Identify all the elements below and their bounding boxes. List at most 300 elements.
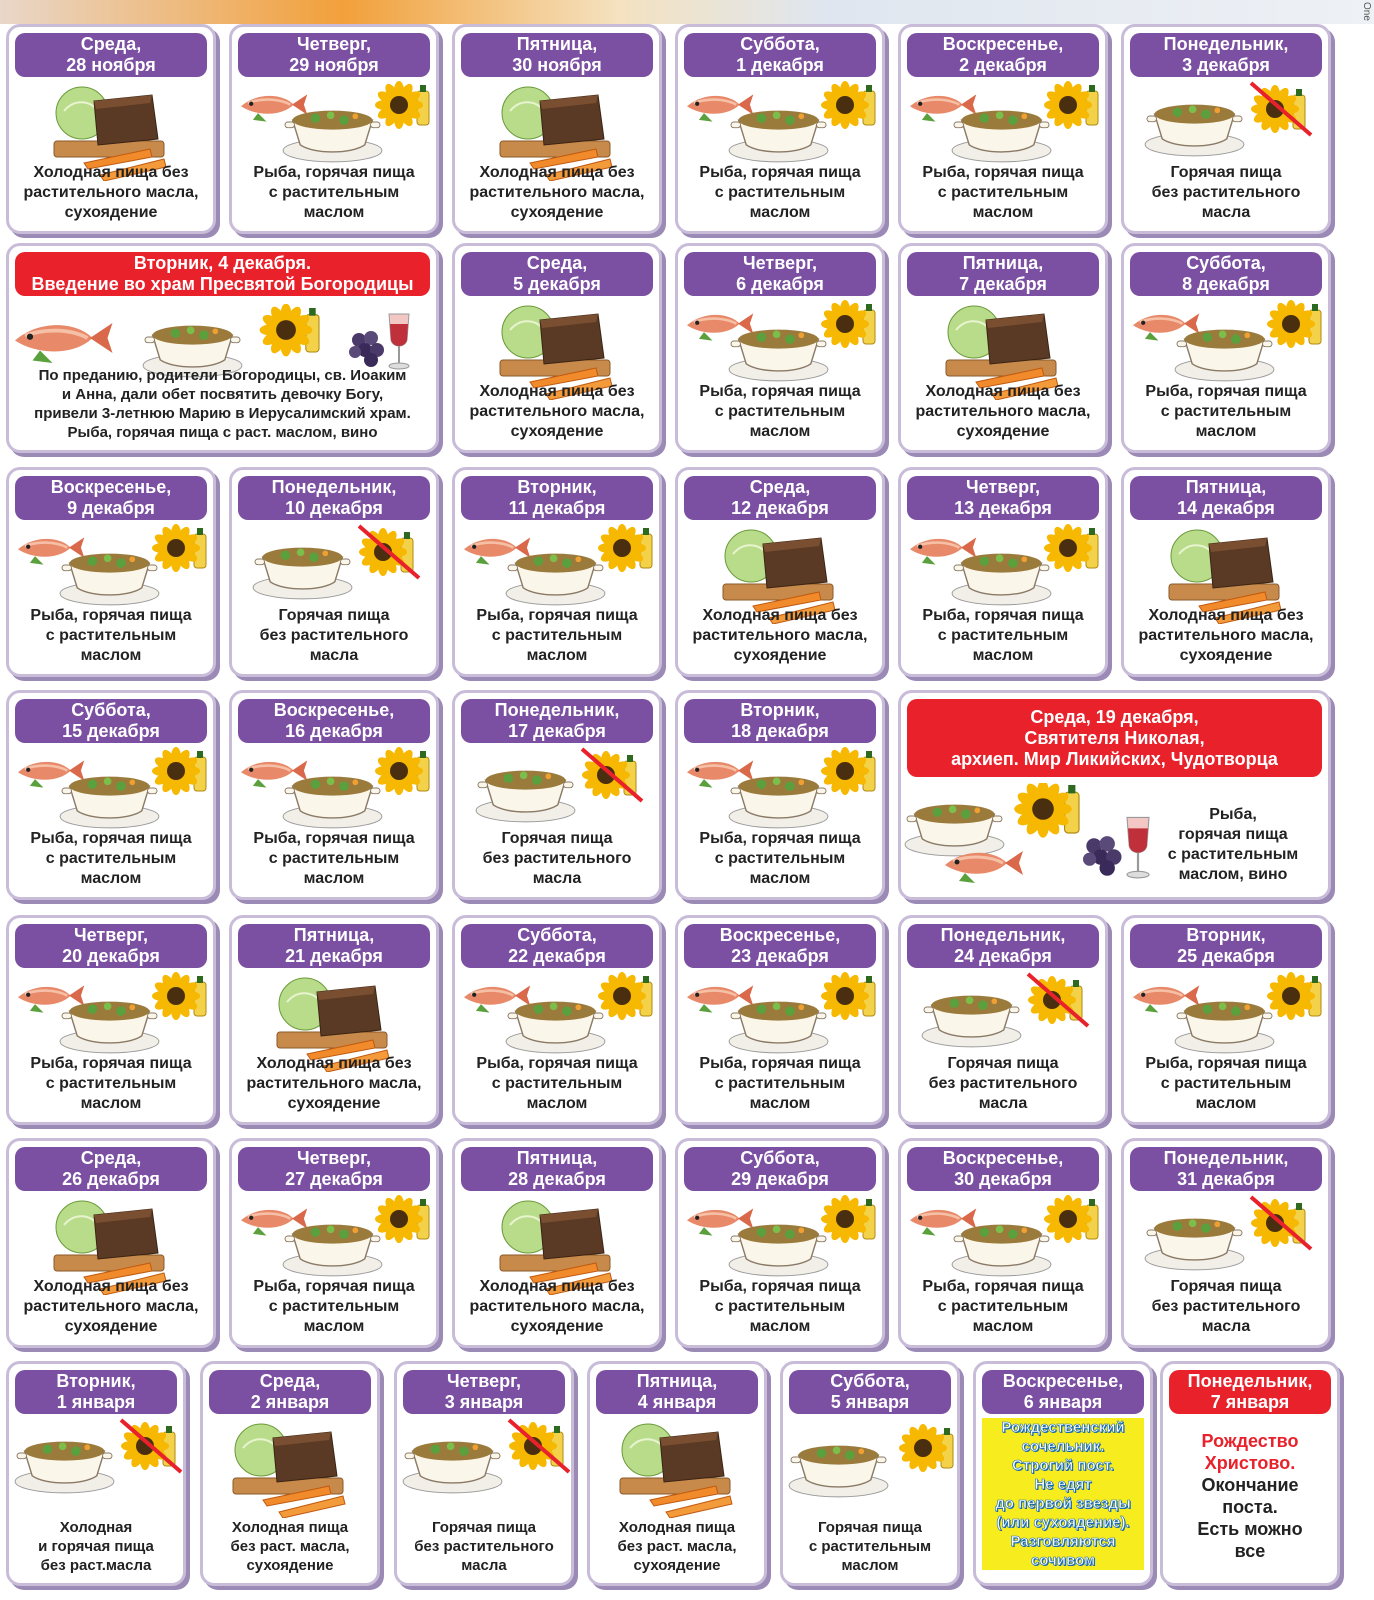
day-of-week: Вторник, bbox=[1186, 925, 1266, 945]
day-of-week: Суббота, bbox=[71, 700, 151, 720]
day-card bbox=[6, 690, 216, 900]
side-label: One bbox=[1361, 2, 1372, 21]
description-line: маслом bbox=[972, 204, 1034, 221]
day-header bbox=[15, 476, 207, 520]
no-oil-icon bbox=[1251, 83, 1311, 135]
soup-bowl-icon bbox=[729, 1225, 828, 1276]
description-line: Рыба, горячая пища bbox=[922, 164, 1084, 181]
meal-description bbox=[682, 606, 878, 666]
soup-bowl-icon bbox=[253, 548, 352, 599]
meal-description bbox=[459, 606, 655, 666]
day-of-week: Вторник, bbox=[740, 700, 820, 720]
description-line: Рыба, горячая пища bbox=[30, 607, 192, 624]
description-line: Холодная пища без bbox=[702, 607, 858, 624]
meal-description bbox=[236, 606, 432, 666]
day-of-week: Понедельник, bbox=[1163, 34, 1289, 54]
day-of-week: Пятница, bbox=[293, 925, 375, 945]
description-line: без растительного bbox=[1151, 184, 1301, 201]
soup-bowl-icon bbox=[729, 330, 828, 381]
day-card bbox=[1121, 915, 1331, 1125]
description-line: Горячая пища bbox=[1170, 164, 1282, 181]
sunflower-oil-icon bbox=[598, 524, 652, 572]
description-line: с растительным bbox=[714, 1075, 846, 1092]
day-of-week: Воскресенье, bbox=[942, 34, 1064, 54]
day-card bbox=[394, 1361, 574, 1586]
sunflower-oil-icon bbox=[375, 1195, 429, 1243]
description-line: Горячая пища bbox=[817, 1519, 923, 1536]
description-line: Рыба, горячая пища bbox=[253, 830, 415, 847]
sunflower-oil-icon bbox=[1267, 300, 1321, 348]
day-card bbox=[1121, 467, 1331, 677]
day-date: 30 ноября bbox=[512, 55, 602, 75]
day-card bbox=[6, 1361, 186, 1586]
day-card bbox=[675, 915, 885, 1125]
day-card bbox=[675, 690, 885, 900]
meal-illustration bbox=[783, 1418, 957, 1516]
description-line: маслом bbox=[80, 1095, 142, 1112]
description-line: Холодная пища без bbox=[479, 164, 635, 181]
meal-description bbox=[1128, 606, 1324, 666]
sunflower-oil-icon bbox=[375, 81, 429, 129]
day-header bbox=[209, 1370, 371, 1414]
day-date: 3 января bbox=[444, 1392, 524, 1412]
description-line: Рыба, горячая пища с раст. маслом, вино bbox=[67, 424, 378, 441]
description-line: с растительным bbox=[491, 627, 623, 644]
description-line: маслом bbox=[749, 204, 811, 221]
day-date: 13 декабря bbox=[954, 498, 1052, 518]
note-line: сочельник. bbox=[982, 1437, 1144, 1456]
day-date: 1 декабря bbox=[736, 55, 824, 75]
day-date: 8 декабря bbox=[1182, 274, 1270, 294]
note-line: сочивом bbox=[982, 1551, 1144, 1570]
day-header bbox=[907, 924, 1099, 968]
day-of-week: Пятница, bbox=[516, 1148, 598, 1168]
description-line: без растительного bbox=[414, 1538, 554, 1555]
meal-description bbox=[459, 1277, 655, 1337]
food-icons bbox=[901, 783, 1161, 893]
day-card bbox=[229, 915, 439, 1125]
soup-bowl-icon bbox=[476, 771, 575, 822]
description-line: Холодная пища без bbox=[256, 1055, 412, 1072]
meal-description bbox=[682, 1277, 878, 1337]
day-header bbox=[982, 1370, 1144, 1414]
day-card bbox=[6, 467, 216, 677]
christmas-eve-note bbox=[982, 1418, 1144, 1577]
description-line: сухоядение bbox=[956, 423, 1050, 440]
day-date: 1 января bbox=[56, 1392, 136, 1412]
meal-description bbox=[207, 1518, 373, 1575]
meal-description bbox=[13, 163, 209, 223]
day-card bbox=[452, 690, 662, 900]
meal-description bbox=[905, 606, 1101, 666]
description-line: масла bbox=[1201, 204, 1251, 221]
description-line: Рыба, горячая пища bbox=[699, 383, 861, 400]
day-date: 5 января bbox=[830, 1392, 910, 1412]
description-line: Рыба, горячая пища bbox=[476, 607, 638, 624]
meal-description bbox=[459, 163, 655, 223]
description-line: Рыба, горячая пища bbox=[30, 830, 192, 847]
day-date: 2 декабря bbox=[959, 55, 1047, 75]
description-line: без растительного bbox=[928, 1075, 1078, 1092]
day-date: Святителя Николая, bbox=[1024, 727, 1205, 748]
description-line: с растительным bbox=[808, 1538, 932, 1555]
meal-illustration bbox=[203, 1418, 377, 1516]
description-line: По преданию, родители Богородицы, св. Иоаким bbox=[38, 367, 407, 384]
description-line: сухоядение bbox=[633, 1557, 721, 1574]
day-header bbox=[461, 252, 653, 296]
description-line: сухоядение bbox=[510, 1318, 604, 1335]
sunflower-oil-icon bbox=[1044, 524, 1098, 572]
day-date: 11 декабря bbox=[508, 498, 606, 518]
day-header bbox=[461, 924, 653, 968]
day-card bbox=[6, 915, 216, 1125]
day-header bbox=[15, 924, 207, 968]
meal-description bbox=[1128, 1054, 1324, 1114]
meal-description bbox=[682, 163, 878, 223]
day-of-week: Четверг, bbox=[297, 34, 371, 54]
day-date: 29 декабря bbox=[731, 1169, 829, 1189]
day-card bbox=[675, 243, 885, 453]
description-line: сухоядение bbox=[510, 423, 604, 440]
description-line: Рыба, bbox=[1209, 806, 1257, 823]
day-card bbox=[898, 690, 1331, 900]
description-line: Горячая пища bbox=[431, 1519, 537, 1536]
day-date: 12 декабря bbox=[731, 498, 829, 518]
day-card bbox=[1121, 243, 1331, 453]
description-line: без раст.масла bbox=[40, 1557, 152, 1574]
note-line: поста. bbox=[1222, 1497, 1278, 1517]
description-line: масла bbox=[532, 870, 582, 887]
description-line: маслом bbox=[972, 1318, 1034, 1335]
soup-bowl-icon bbox=[283, 111, 382, 162]
day-date: 5 декабря bbox=[513, 274, 601, 294]
day-header bbox=[907, 699, 1322, 777]
description-line: Рыба, горячая пища bbox=[699, 164, 861, 181]
meal-description bbox=[905, 163, 1101, 223]
description-line: Рыба, горячая пища bbox=[253, 1278, 415, 1295]
soup-bowl-icon bbox=[1145, 1219, 1244, 1270]
day-of-week: Среда, bbox=[80, 1148, 142, 1168]
note-line: Не едят bbox=[982, 1475, 1144, 1494]
food-icons bbox=[590, 1418, 767, 1518]
day-date: 28 ноября bbox=[66, 55, 156, 75]
soup-bowl-icon bbox=[1145, 105, 1244, 156]
day-of-week: Пятница, bbox=[636, 1371, 718, 1391]
description-line: маслом bbox=[1195, 423, 1257, 440]
meal-description bbox=[459, 829, 655, 889]
day-card bbox=[675, 1138, 885, 1348]
description-line: маслом bbox=[749, 423, 811, 440]
day-header bbox=[461, 476, 653, 520]
day-date: 3 декабря bbox=[1182, 55, 1270, 75]
soup-bowl-icon bbox=[506, 554, 605, 605]
description-line: растительного масла, bbox=[23, 1298, 199, 1315]
day-card bbox=[675, 467, 885, 677]
description-line: Рыба, горячая пища bbox=[476, 1055, 638, 1072]
day-card bbox=[973, 1361, 1153, 1586]
day-card bbox=[898, 915, 1108, 1125]
day-date: 21 декабря bbox=[285, 946, 383, 966]
food-icons bbox=[783, 1418, 960, 1518]
description-line: с растительным bbox=[714, 1298, 846, 1315]
description-line: маслом bbox=[1195, 1095, 1257, 1112]
meal-description bbox=[13, 366, 432, 442]
description-line: маслом bbox=[303, 1318, 365, 1335]
day-header bbox=[684, 476, 876, 520]
day-date: 9 декабря bbox=[67, 498, 155, 518]
description-line: Холодная пища bbox=[231, 1519, 349, 1536]
soup-bowl-icon bbox=[952, 554, 1051, 605]
description-line: Рыба, горячая пища bbox=[253, 164, 415, 181]
description-line: с растительным bbox=[937, 1298, 1069, 1315]
christmas-title-line: Христово. bbox=[1204, 1453, 1296, 1473]
day-card bbox=[898, 24, 1108, 234]
day-card bbox=[200, 1361, 380, 1586]
description-line: с растительным bbox=[714, 850, 846, 867]
description-line: Холодная пища без bbox=[479, 1278, 635, 1295]
meal-description bbox=[905, 1054, 1101, 1114]
meal-description bbox=[13, 1277, 209, 1337]
description-line: Холодная пища bbox=[618, 1519, 736, 1536]
no-oil-icon bbox=[1251, 1197, 1311, 1249]
day-header bbox=[907, 252, 1099, 296]
day-card bbox=[452, 243, 662, 453]
day-of-week: Вторник, bbox=[56, 1371, 136, 1391]
description-line: маслом bbox=[526, 647, 588, 664]
description-line: без раст. масла, bbox=[617, 1538, 737, 1555]
description-line: маслом bbox=[303, 870, 365, 887]
day-of-week: Среда, bbox=[80, 34, 142, 54]
description-line: с растительным bbox=[45, 627, 177, 644]
day-header bbox=[907, 33, 1099, 77]
day-card bbox=[587, 1361, 767, 1586]
description-line: растительного масла, bbox=[469, 403, 645, 420]
day-date: 23 декабря bbox=[731, 946, 829, 966]
description-line: без растительного bbox=[482, 850, 632, 867]
day-of-week: Вторник, bbox=[517, 477, 597, 497]
day-of-week: Воскресенье, bbox=[1002, 1371, 1124, 1391]
meal-description bbox=[13, 1054, 209, 1114]
day-of-week: Среда, bbox=[526, 253, 588, 273]
day-header bbox=[461, 33, 653, 77]
day-card bbox=[452, 467, 662, 677]
day-date: 10 декабря bbox=[285, 498, 383, 518]
sunflower-oil-icon bbox=[152, 972, 206, 1020]
day-header bbox=[15, 252, 430, 296]
description-line: маслом bbox=[303, 204, 365, 221]
day-of-week: Понедельник, bbox=[1187, 1371, 1313, 1391]
meal-description bbox=[236, 1277, 432, 1337]
day-card bbox=[229, 1138, 439, 1348]
description-line: сухоядение bbox=[1179, 647, 1273, 664]
day-date: 27 декабря bbox=[285, 1169, 383, 1189]
day-card bbox=[898, 1138, 1108, 1348]
description-line: без растительного bbox=[259, 627, 409, 644]
soup-bowl-icon bbox=[922, 996, 1021, 1047]
day-header bbox=[907, 1147, 1099, 1191]
day-card bbox=[6, 243, 439, 453]
day-of-week: Воскресенье, bbox=[50, 477, 172, 497]
description-line: Горячая пища bbox=[947, 1055, 1059, 1072]
soup-bowl-icon bbox=[952, 1225, 1051, 1276]
soup-bowl-icon bbox=[403, 1442, 502, 1493]
day-header bbox=[238, 33, 430, 77]
meal-illustration bbox=[397, 1418, 571, 1516]
day-of-week: Пятница, bbox=[1185, 477, 1267, 497]
day-of-week: Суббота, bbox=[740, 1148, 820, 1168]
description-line: с растительным bbox=[45, 850, 177, 867]
day-date: 14 декабря bbox=[1177, 498, 1275, 518]
description-line: Рыба, горячая пища bbox=[922, 1278, 1084, 1295]
description-line: растительного масла, bbox=[692, 627, 868, 644]
meal-description bbox=[1148, 805, 1318, 885]
sunflower-oil-icon bbox=[598, 972, 652, 1020]
day-card bbox=[229, 690, 439, 900]
note-line: Рождественский bbox=[982, 1418, 1144, 1437]
description-line: Холодная bbox=[59, 1519, 133, 1536]
meal-description bbox=[905, 382, 1101, 442]
day-header bbox=[684, 252, 876, 296]
description-line: маслом bbox=[80, 647, 142, 664]
description-line: сухоядение bbox=[246, 1557, 334, 1574]
note-line: до первой звезды bbox=[982, 1494, 1144, 1513]
fish-icon bbox=[15, 323, 113, 363]
soup-bowl-icon bbox=[506, 1002, 605, 1053]
soup-bowl-icon bbox=[952, 111, 1051, 162]
soup-bowl-icon bbox=[283, 1225, 382, 1276]
description-line: Рыба, горячая пища bbox=[922, 607, 1084, 624]
description-line: Холодная пища без bbox=[1148, 607, 1304, 624]
day-of-week: Среда, 19 декабря, bbox=[1030, 706, 1199, 727]
day-card bbox=[229, 24, 439, 234]
day-of-week: Воскресенье, bbox=[273, 700, 395, 720]
sunflower-oil-icon bbox=[260, 304, 319, 356]
description-line: Холодная пища без bbox=[33, 1278, 189, 1295]
note-line: все bbox=[1234, 1541, 1266, 1561]
description-line: и Анна, дали обет посвятить девочку Богу, bbox=[61, 386, 384, 403]
day-header bbox=[907, 476, 1099, 520]
no-oil-icon bbox=[582, 749, 642, 801]
description-line: и горячая пища bbox=[38, 1538, 154, 1555]
description-line: с растительным bbox=[1160, 1075, 1292, 1092]
day-date: 31 декабря bbox=[1177, 1169, 1275, 1189]
day-header bbox=[1130, 476, 1322, 520]
sunflower-oil-icon bbox=[1044, 81, 1098, 129]
description-line: растительного масла, bbox=[915, 403, 1091, 420]
day-of-week: Среда, bbox=[749, 477, 811, 497]
day-date: 2 января bbox=[250, 1392, 330, 1412]
sunflower-oil-icon bbox=[821, 972, 875, 1020]
meal-description bbox=[236, 163, 432, 223]
day-of-week: Четверг, bbox=[743, 253, 817, 273]
description-line: маслом bbox=[841, 1557, 899, 1574]
wine-grapes-icon bbox=[349, 314, 409, 369]
day-header bbox=[238, 476, 430, 520]
day-header bbox=[15, 33, 207, 77]
day-header bbox=[461, 699, 653, 743]
day-of-week: Воскресенье, bbox=[942, 1148, 1064, 1168]
day-of-week: Воскресенье, bbox=[719, 925, 841, 945]
food-icons bbox=[397, 1418, 574, 1518]
description-line: масла bbox=[978, 1095, 1028, 1112]
description-line: сухоядение bbox=[287, 1095, 381, 1112]
description-line: маслом bbox=[526, 1095, 588, 1112]
no-oil-icon bbox=[509, 1420, 569, 1472]
sunflower-oil-icon bbox=[1014, 783, 1079, 838]
day-of-week: Четверг, bbox=[74, 925, 148, 945]
day-of-week: Понедельник, bbox=[271, 477, 397, 497]
description-line: растительного масла, bbox=[1138, 627, 1314, 644]
description-line: без растительного bbox=[1151, 1298, 1301, 1315]
day-card bbox=[1121, 1138, 1331, 1348]
day-date: Введение во храм Пресвятой Богородицы bbox=[31, 274, 414, 294]
meal-description bbox=[236, 1054, 432, 1114]
description-line: растительного масла, bbox=[469, 184, 645, 201]
description-line: маслом bbox=[749, 1095, 811, 1112]
day-date: 28 декабря bbox=[508, 1169, 606, 1189]
sunflower-oil-icon bbox=[1044, 1195, 1098, 1243]
note-line: Окончание bbox=[1201, 1475, 1299, 1495]
meal-description bbox=[459, 1054, 655, 1114]
soup-bowl-icon bbox=[60, 1002, 159, 1053]
day-of-week: Понедельник, bbox=[940, 925, 1066, 945]
description-line: сухоядение bbox=[64, 204, 158, 221]
food-icons bbox=[203, 1418, 380, 1518]
meal-description bbox=[682, 829, 878, 889]
day-date: архиеп. Мир Ликийских, Чудотворца bbox=[951, 748, 1278, 769]
day-card bbox=[898, 243, 1108, 453]
description-line: Горячая пища bbox=[501, 830, 613, 847]
description-line: Рыба, горячая пища bbox=[1145, 383, 1307, 400]
day-header bbox=[15, 699, 207, 743]
meal-description bbox=[236, 829, 432, 889]
bread-cabbage-carrot-icon bbox=[620, 1424, 732, 1518]
meal-description bbox=[1128, 163, 1324, 223]
day-of-week: Суббота, bbox=[1186, 253, 1266, 273]
meal-description bbox=[682, 382, 878, 442]
day-date: 24 декабря bbox=[954, 946, 1052, 966]
day-header bbox=[1130, 1147, 1322, 1191]
description-line: привели 3-летнюю Марию в Иерусалимский храм. bbox=[34, 405, 411, 422]
day-date: 7 декабря bbox=[959, 274, 1047, 294]
sunflower-oil-icon bbox=[821, 1195, 875, 1243]
description-line: Рыба, горячая пища bbox=[699, 830, 861, 847]
day-header bbox=[461, 1147, 653, 1191]
day-of-week: Пятница, bbox=[516, 34, 598, 54]
day-of-week: Четверг, bbox=[966, 477, 1040, 497]
sunflower-oil-icon bbox=[1267, 972, 1321, 1020]
description-line: Рыба, горячая пища bbox=[30, 1055, 192, 1072]
day-card bbox=[1160, 1361, 1340, 1586]
description-line: маслом bbox=[749, 1318, 811, 1335]
meal-description bbox=[401, 1518, 567, 1575]
day-of-week: Суббота, bbox=[830, 1371, 910, 1391]
description-line: сухоядение bbox=[733, 647, 827, 664]
day-of-week: Понедельник, bbox=[494, 700, 620, 720]
description-line: Горячая пища bbox=[1170, 1278, 1282, 1295]
christmas-title-line: Рождество bbox=[1201, 1431, 1299, 1451]
description-line: Холодная пища без bbox=[33, 164, 189, 181]
day-header bbox=[1130, 33, 1322, 77]
food-icons bbox=[9, 1418, 186, 1518]
day-of-week: Суббота, bbox=[740, 34, 820, 54]
soup-bowl-icon bbox=[15, 1442, 114, 1493]
day-header bbox=[684, 1147, 876, 1191]
description-line: с растительным bbox=[268, 1298, 400, 1315]
description-line: масла bbox=[309, 647, 359, 664]
description-line: с растительным bbox=[1167, 846, 1299, 863]
day-of-week: Суббота, bbox=[517, 925, 597, 945]
